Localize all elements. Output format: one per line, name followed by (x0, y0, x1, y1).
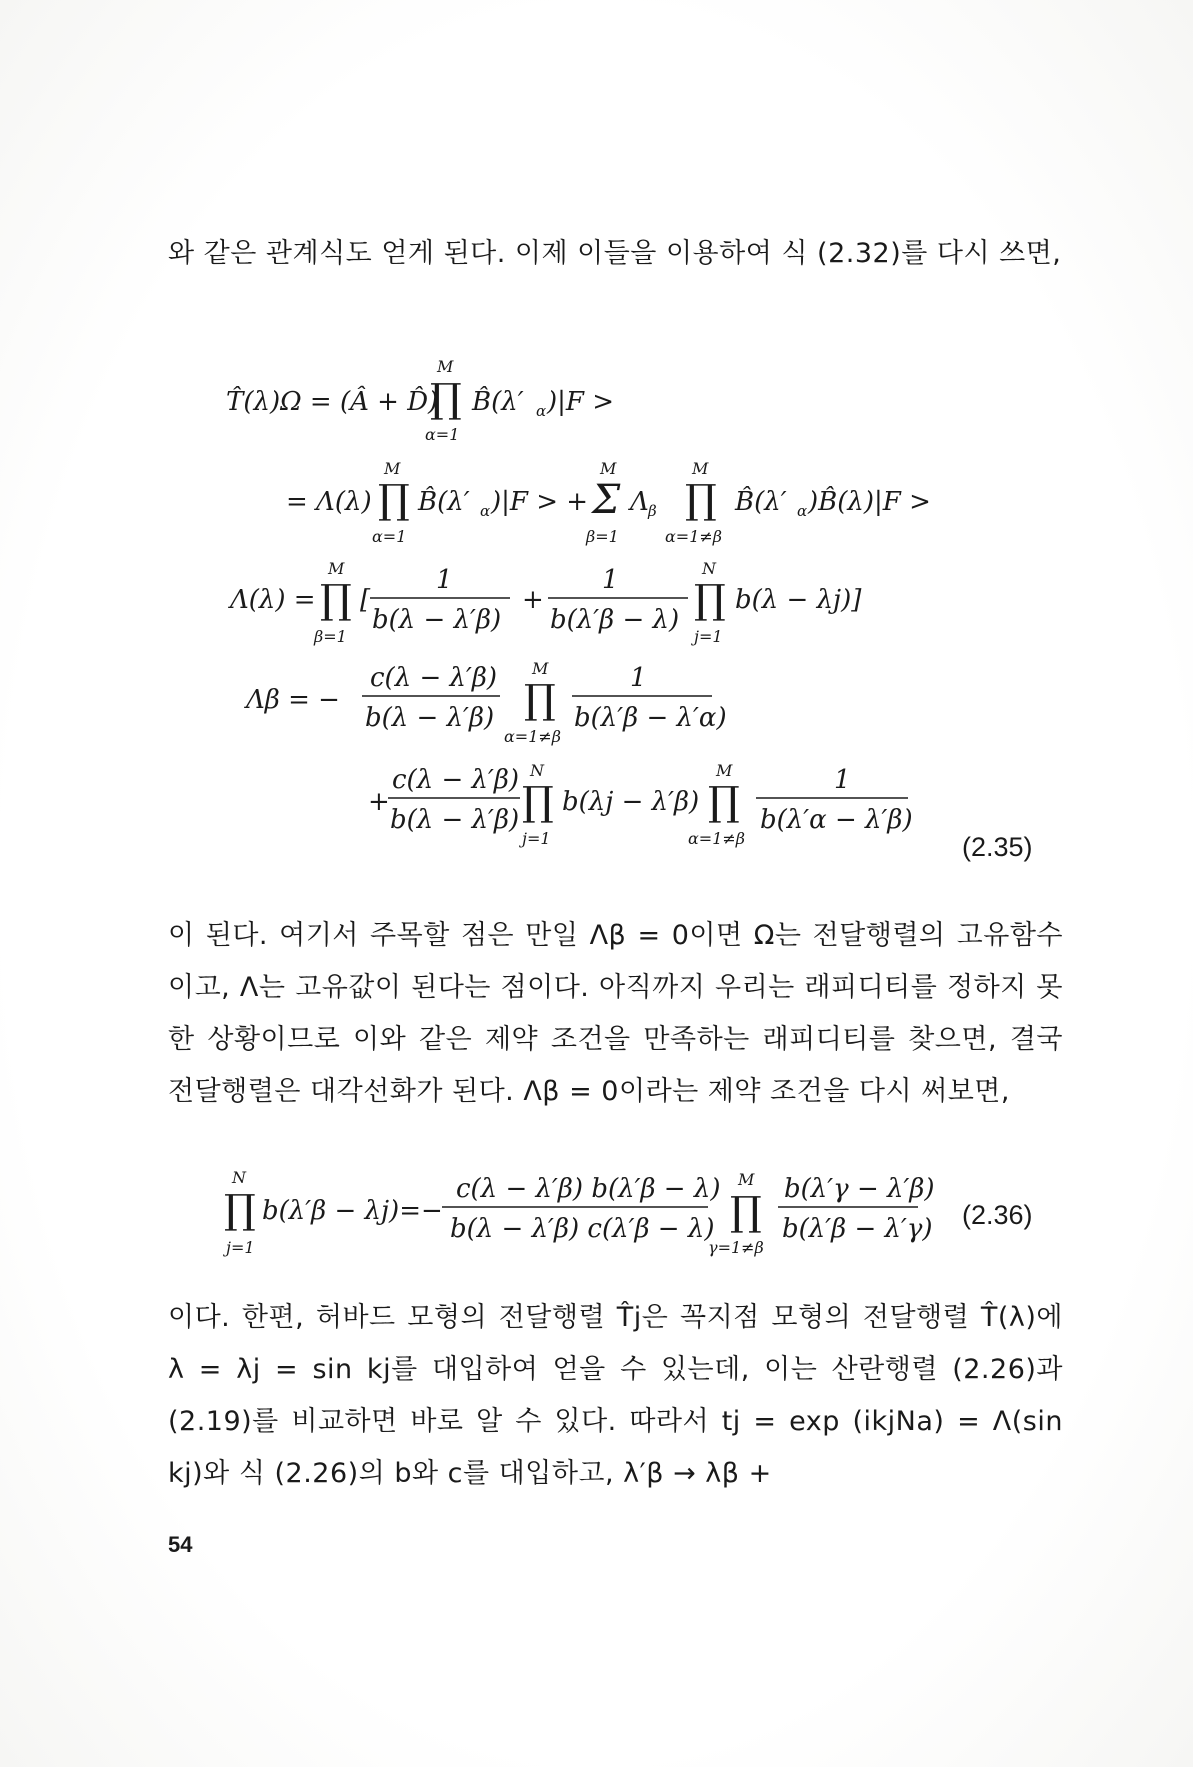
svg-text:c(λ − λ′β) b(λ′β − λ): c(λ − λ′β) b(λ′β − λ) (456, 1174, 721, 1204)
svg-text:β=1: β=1 (314, 627, 347, 646)
svg-text:M: M (532, 659, 549, 678)
svg-text:M: M (716, 761, 733, 780)
svg-text:b(λ − λ′β): b(λ − λ′β) (390, 805, 520, 835)
svg-text:α=1≠β: α=1≠β (504, 727, 562, 746)
svg-text:1: 1 (630, 663, 647, 693)
svg-text:Σ: Σ (592, 477, 621, 523)
svg-text:α=1≠β: α=1≠β (665, 527, 723, 546)
svg-text:b(λ − λ′β) c(λ′β − λ): b(λ − λ′β) c(λ′β − λ) (450, 1214, 715, 1244)
svg-text:b(λ′β − λ′γ): b(λ′β − λ′γ) (782, 1214, 933, 1244)
svg-text:T̂(λ)Ω = (Â + D̂): T̂(λ)Ω = (Â + D̂) (226, 387, 439, 417)
svg-text:M: M (600, 459, 617, 478)
svg-text:M: M (692, 459, 709, 478)
svg-text:β=1: β=1 (586, 527, 619, 546)
svg-text:N: N (232, 1168, 246, 1187)
svg-text:Λβ = −: Λβ = − (246, 685, 340, 715)
paragraph-hubbard: 이다. 한편, 허바드 모형의 전달행렬 T̂j은 꼭지점 모형의 전달행렬 T̂(λ)에 λ = λj = sin kj를 대입하여 얻을 수 있는데, 이는 산란행렬 (2.26)과 (2.19)를 비교하면 바로 알 수 있다. 따라서 tj = exp (ikjNa) = Λ(sin kj)와 식 (2.26)의 b와 c를 대입하고, λ′β → λβ + (168, 1302, 1063, 1489)
svg-text:1: 1 (834, 765, 851, 795)
svg-text:B̂(λ′: B̂(λ′ (735, 487, 787, 517)
svg-text:b(λ′β − λj)=−: b(λ′β − λj)=− (262, 1196, 443, 1226)
svg-text:= Λ(λ): = Λ(λ) (286, 487, 372, 517)
svg-text:b(λj − λ′β): b(λj − λ′β) (562, 787, 700, 817)
svg-text:M: M (384, 459, 401, 478)
equation-number-2-36: (2.36) (962, 1200, 1033, 1230)
svg-text:N: N (702, 559, 716, 578)
svg-text:α: α (797, 502, 808, 520)
svg-text:α: α (480, 502, 491, 520)
svg-text:α=1: α=1 (372, 527, 407, 546)
svg-text:b(λ − λj)]: b(λ − λj)] (735, 585, 862, 615)
svg-text:1: 1 (436, 565, 453, 595)
svg-text:b(λ′β − λ′α): b(λ′β − λ′α) (574, 703, 727, 733)
svg-text:∏: ∏ (320, 577, 352, 623)
page-number: 54 (168, 1532, 193, 1557)
svg-text:B̂(λ′: B̂(λ′ (472, 387, 524, 417)
svg-text:b(λ′β − λ): b(λ′β − λ) (550, 605, 680, 635)
svg-text:b(λ′γ − λ′β): b(λ′γ − λ′β) (784, 1174, 935, 1204)
svg-text:+: + (522, 585, 544, 615)
equation-line-2 (286, 459, 931, 546)
svg-text:)B̂(λ)|F >: )B̂(λ)|F > (808, 487, 931, 517)
equation-number-2-35: (2.35) (962, 832, 1033, 862)
svg-text:N: N (530, 761, 544, 780)
svg-text:Λ(λ) =: Λ(λ) = (230, 585, 316, 615)
svg-text:∏: ∏ (524, 677, 556, 723)
paragraph-constraint: 이 된다. 여기서 주목할 점은 만일 Λβ = 0이면 Ω는 전달행렬의 고유함수이고, Λ는 고유값이 된다는 점이다. 아직까지 우리는 래피디티를 정하지 못한 상황이므로 이와 같은 제약 조건을 만족하는 래피디티를 찾으면, 결국 전달행렬은 대각선화가 된다. Λβ = 0이라는 제약 조건을 다시 써보면, (168, 920, 1063, 1107)
svg-text:∏: ∏ (694, 577, 726, 623)
svg-text:j=1: j=1 (522, 829, 551, 848)
equation-block-2-35 (0, 330, 1193, 890)
svg-text:M: M (437, 357, 454, 376)
svg-text:∏: ∏ (430, 376, 462, 422)
svg-text:b(λ′α − λ′β): b(λ′α − λ′β) (760, 805, 913, 835)
paragraph-intro: 와 같은 관계식도 얻게 된다. 이제 이들을 이용하여 식 (2.32)를 다시 쓰면, (168, 238, 1062, 269)
svg-text:M: M (738, 1170, 755, 1189)
svg-text:β: β (648, 502, 657, 520)
equation-line-3 (228, 559, 862, 646)
svg-text:∏: ∏ (685, 477, 717, 523)
svg-text:∏: ∏ (224, 1187, 256, 1233)
svg-text:∏: ∏ (708, 779, 740, 825)
equation-line-5 (368, 761, 913, 848)
svg-text:)|F > +: )|F > + (491, 487, 589, 517)
svg-text:α=1≠β: α=1≠β (688, 829, 746, 848)
svg-text:1: 1 (602, 565, 619, 595)
svg-text:[: [ (360, 585, 371, 615)
svg-text:∏: ∏ (522, 779, 554, 825)
svg-text:c(λ − λ′β): c(λ − λ′β) (370, 663, 498, 693)
svg-text:b(λ − λ′β): b(λ − λ′β) (372, 605, 502, 635)
svg-text:)|F >: )|F > (547, 387, 614, 417)
equation-line-4 (244, 659, 727, 746)
svg-text:∏: ∏ (378, 477, 410, 523)
svg-text:α: α (536, 402, 547, 420)
svg-text:∏: ∏ (730, 1189, 762, 1235)
svg-text:j=1: j=1 (694, 627, 723, 646)
equation-line-1 (226, 357, 614, 444)
svg-text:+: + (368, 787, 390, 817)
svg-text:c(λ − λ′β): c(λ − λ′β) (392, 765, 520, 795)
svg-text:γ=1≠β: γ=1≠β (708, 1238, 764, 1257)
svg-text:B̂(λ′: B̂(λ′ (418, 487, 470, 517)
svg-text:b(λ − λ′β): b(λ − λ′β) (365, 703, 495, 733)
svg-text:j=1: j=1 (226, 1238, 255, 1257)
svg-text:Λ: Λ (630, 487, 649, 517)
svg-text:α=1: α=1 (425, 425, 460, 444)
svg-text:M: M (328, 559, 345, 578)
